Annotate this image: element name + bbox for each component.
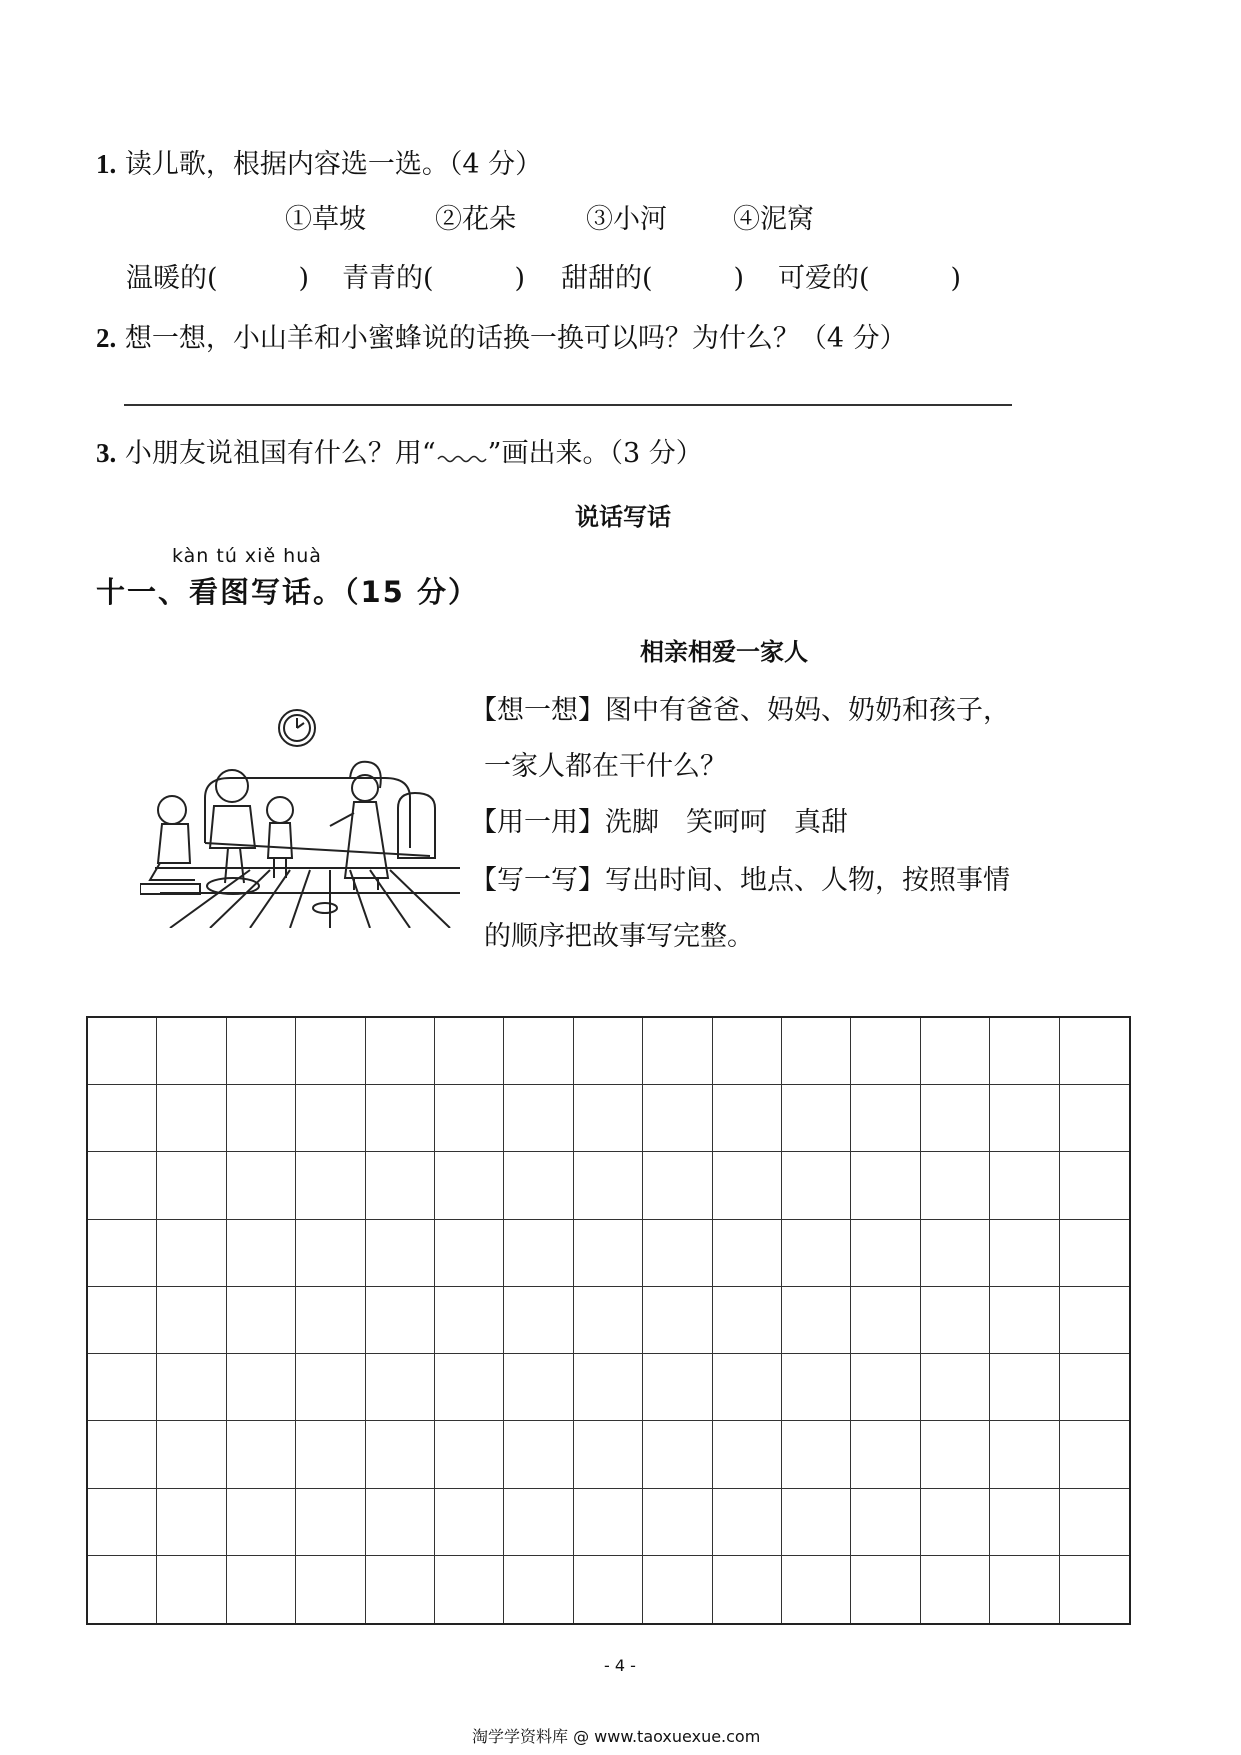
option-1: ①草坡 (285, 204, 366, 235)
question-2-text: 想一想，小山羊和小蜜蜂说的话换一换可以吗？为什么？（4 分） (124, 323, 907, 354)
grid-cell[interactable] (990, 1220, 1059, 1287)
grid-cell[interactable] (88, 1085, 157, 1152)
grid-cell[interactable] (713, 1556, 782, 1623)
grid-cell[interactable] (504, 1287, 573, 1354)
grid-cell[interactable] (366, 1556, 435, 1623)
grid-cell[interactable] (157, 1085, 226, 1152)
grid-cell[interactable] (366, 1220, 435, 1287)
section-title: 说话写话 (575, 503, 671, 531)
question-3-text-b: ”画出来。（3 分） (487, 438, 703, 469)
grid-cell[interactable] (366, 1421, 435, 1488)
grid-cell[interactable] (574, 1220, 643, 1287)
grid-cell[interactable] (296, 1152, 365, 1219)
grid-cell[interactable] (643, 1220, 712, 1287)
grid-cell[interactable] (782, 1152, 851, 1219)
grid-cell[interactable] (643, 1287, 712, 1354)
question-1-number: 1. (96, 149, 117, 179)
question-3 (96, 431, 703, 470)
grid-cell[interactable] (157, 1018, 226, 1085)
grid-cell[interactable] (296, 1556, 365, 1623)
grid-cell[interactable] (713, 1287, 782, 1354)
grid-cell[interactable] (713, 1085, 782, 1152)
blank-green[interactable]: 青青的( ) (342, 263, 526, 294)
grid-cell[interactable] (1060, 1152, 1129, 1219)
grid-cell[interactable] (296, 1489, 365, 1556)
grid-cell[interactable] (435, 1152, 504, 1219)
grid-cell[interactable] (366, 1152, 435, 1219)
grid-cell[interactable] (435, 1556, 504, 1623)
grid-cell[interactable] (851, 1152, 920, 1219)
grid-cell[interactable] (643, 1152, 712, 1219)
grid-cell[interactable] (851, 1354, 920, 1421)
grid-cell[interactable] (574, 1287, 643, 1354)
grid-cell[interactable] (782, 1220, 851, 1287)
question-2-number: 2. (96, 323, 117, 353)
grid-cell[interactable] (504, 1220, 573, 1287)
grid-cell[interactable] (851, 1421, 920, 1488)
grid-cell[interactable] (851, 1018, 920, 1085)
blank-cute[interactable]: 可爱的( ) (778, 263, 962, 294)
grid-cell[interactable] (990, 1354, 1059, 1421)
grid-cell[interactable] (1060, 1354, 1129, 1421)
grid-cell[interactable] (366, 1354, 435, 1421)
grid-cell[interactable] (296, 1421, 365, 1488)
grid-cell[interactable] (782, 1354, 851, 1421)
grid-cell[interactable] (296, 1018, 365, 1085)
grid-cell[interactable] (643, 1421, 712, 1488)
grid-cell[interactable] (1060, 1220, 1129, 1287)
grid-cell[interactable] (990, 1556, 1059, 1623)
grid-cell[interactable] (851, 1489, 920, 1556)
grid-cell[interactable] (643, 1085, 712, 1152)
hint-line-1: 【想一想】图中有爸爸、妈妈、奶奶和孩子， (470, 695, 1010, 726)
grid-cell[interactable] (713, 1152, 782, 1219)
grid-cell[interactable] (88, 1421, 157, 1488)
footer-watermark: 淘学学资料库 @ www.taoxuexue.com (472, 1727, 761, 1746)
grid-cell[interactable] (782, 1556, 851, 1623)
grid-cell[interactable] (366, 1287, 435, 1354)
grid-cell[interactable] (88, 1018, 157, 1085)
grid-cell[interactable] (782, 1018, 851, 1085)
grid-cell[interactable] (504, 1489, 573, 1556)
grid-cell[interactable] (366, 1489, 435, 1556)
grid-cell[interactable] (574, 1489, 643, 1556)
blank-warm[interactable]: 温暖的( ) (126, 263, 310, 294)
grid-cell[interactable] (990, 1287, 1059, 1354)
grid-cell[interactable] (713, 1018, 782, 1085)
grid-cell[interactable] (921, 1354, 990, 1421)
grid-cell[interactable] (1060, 1421, 1129, 1488)
grid-cell[interactable] (574, 1354, 643, 1421)
hint-line-4: 【写一写】写出时间、地点、人物，按照事情 (470, 865, 1010, 896)
grid-cell[interactable] (366, 1085, 435, 1152)
grid-cell[interactable] (713, 1421, 782, 1488)
grid-cell[interactable] (990, 1421, 1059, 1488)
grid-cell[interactable] (504, 1556, 573, 1623)
page-number: - 4 - (604, 1656, 636, 1675)
grid-cell[interactable] (157, 1220, 226, 1287)
grid-cell[interactable] (227, 1489, 296, 1556)
grid-cell[interactable] (504, 1085, 573, 1152)
grid-cell[interactable] (643, 1556, 712, 1623)
family-illustration (140, 698, 470, 928)
grid-cell[interactable] (921, 1421, 990, 1488)
grid-cell[interactable] (88, 1354, 157, 1421)
grid-cell[interactable] (227, 1287, 296, 1354)
grid-cell[interactable] (88, 1556, 157, 1623)
grid-cell[interactable] (504, 1152, 573, 1219)
grid-cell[interactable] (157, 1354, 226, 1421)
grid-cell[interactable] (157, 1287, 226, 1354)
grid-cell[interactable] (1060, 1085, 1129, 1152)
hint-line-2: 一家人都在干什么？ (484, 751, 727, 782)
grid-cell[interactable] (435, 1354, 504, 1421)
grid-cell[interactable] (504, 1018, 573, 1085)
grid-cell[interactable] (782, 1287, 851, 1354)
grid-cell[interactable] (88, 1489, 157, 1556)
grid-cell[interactable] (1060, 1556, 1129, 1623)
grid-cell[interactable] (851, 1556, 920, 1623)
question-1-text: 读儿歌，根据内容选一选。（4 分） (124, 149, 543, 180)
answer-line[interactable] (124, 404, 1012, 406)
writing-title: 相亲相爱一家人 (640, 638, 808, 666)
grid-cell[interactable] (574, 1085, 643, 1152)
option-4: ④泥窝 (733, 204, 814, 235)
question-3-number: 3. (96, 438, 117, 468)
grid-cell[interactable] (1060, 1287, 1129, 1354)
grid-cell[interactable] (643, 1489, 712, 1556)
grid-cell[interactable] (296, 1085, 365, 1152)
grid-cell[interactable] (921, 1489, 990, 1556)
grid-cell[interactable] (713, 1489, 782, 1556)
grid-cell[interactable] (88, 1287, 157, 1354)
grid-cell[interactable] (435, 1220, 504, 1287)
grid-cell[interactable] (990, 1018, 1059, 1085)
grid-cell[interactable] (782, 1085, 851, 1152)
blank-sweet[interactable]: 甜甜的( ) (561, 263, 745, 294)
grid-cell[interactable] (713, 1220, 782, 1287)
grid-cell[interactable] (921, 1152, 990, 1219)
hint-line-3: 【用一用】洗脚 笑呵呵 真甜 (470, 807, 848, 838)
grid-cell[interactable] (296, 1287, 365, 1354)
grid-cell[interactable] (435, 1287, 504, 1354)
grid-cell[interactable] (227, 1085, 296, 1152)
writing-grid[interactable] (86, 1016, 1131, 1625)
option-3: ③小河 (586, 204, 667, 235)
grid-cell[interactable] (227, 1220, 296, 1287)
grid-cell[interactable] (574, 1421, 643, 1488)
grid-cell[interactable] (435, 1421, 504, 1488)
grid-cell[interactable] (1060, 1489, 1129, 1556)
option-2: ②花朵 (435, 204, 516, 235)
question-3-text-a: 小朋友说祖国有什么？用“ (124, 438, 436, 469)
grid-cell[interactable] (921, 1556, 990, 1623)
grid-cell[interactable] (227, 1018, 296, 1085)
grid-cell[interactable] (921, 1287, 990, 1354)
grid-cell[interactable] (157, 1152, 226, 1219)
grid-cell[interactable] (296, 1220, 365, 1287)
grid-cell[interactable] (1060, 1018, 1129, 1085)
grid-cell[interactable] (851, 1220, 920, 1287)
grid-cell[interactable] (574, 1152, 643, 1219)
grid-cell[interactable] (851, 1287, 920, 1354)
question-11-title: 十一、看图写话。（15 分） (96, 575, 479, 609)
grid-cell[interactable] (921, 1018, 990, 1085)
grid-cell[interactable] (88, 1220, 157, 1287)
grid-cell[interactable] (504, 1354, 573, 1421)
question-1 (96, 142, 542, 181)
grid-cell[interactable] (782, 1421, 851, 1488)
grid-cell[interactable] (227, 1152, 296, 1219)
wavy-line-icon (436, 452, 488, 466)
hint-line-5: 的顺序把故事写完整。 (484, 921, 754, 952)
grid-cell[interactable] (435, 1085, 504, 1152)
grid-cell[interactable] (990, 1152, 1059, 1219)
grid-cell[interactable] (435, 1489, 504, 1556)
grid-cell[interactable] (88, 1152, 157, 1219)
grid-cell[interactable] (921, 1085, 990, 1152)
grid-cell[interactable] (643, 1018, 712, 1085)
grid-cell[interactable] (990, 1489, 1059, 1556)
grid-cell[interactable] (296, 1354, 365, 1421)
grid-cell[interactable] (921, 1220, 990, 1287)
grid-cell[interactable] (713, 1354, 782, 1421)
grid-cell[interactable] (435, 1018, 504, 1085)
grid-cell[interactable] (990, 1085, 1059, 1152)
grid-cell[interactable] (504, 1421, 573, 1488)
grid-cell[interactable] (157, 1489, 226, 1556)
grid-cell[interactable] (366, 1018, 435, 1085)
grid-cell[interactable] (643, 1354, 712, 1421)
question-2 (96, 316, 907, 355)
grid-cell[interactable] (782, 1489, 851, 1556)
grid-cell[interactable] (851, 1085, 920, 1152)
grid-cell[interactable] (574, 1018, 643, 1085)
grid-cell[interactable] (227, 1556, 296, 1623)
grid-cell[interactable] (157, 1556, 226, 1623)
grid-cell[interactable] (227, 1421, 296, 1488)
title-pinyin: kàn tú xiě huà (172, 545, 322, 567)
grid-cell[interactable] (157, 1421, 226, 1488)
grid-cell[interactable] (574, 1556, 643, 1623)
grid-cell[interactable] (227, 1354, 296, 1421)
